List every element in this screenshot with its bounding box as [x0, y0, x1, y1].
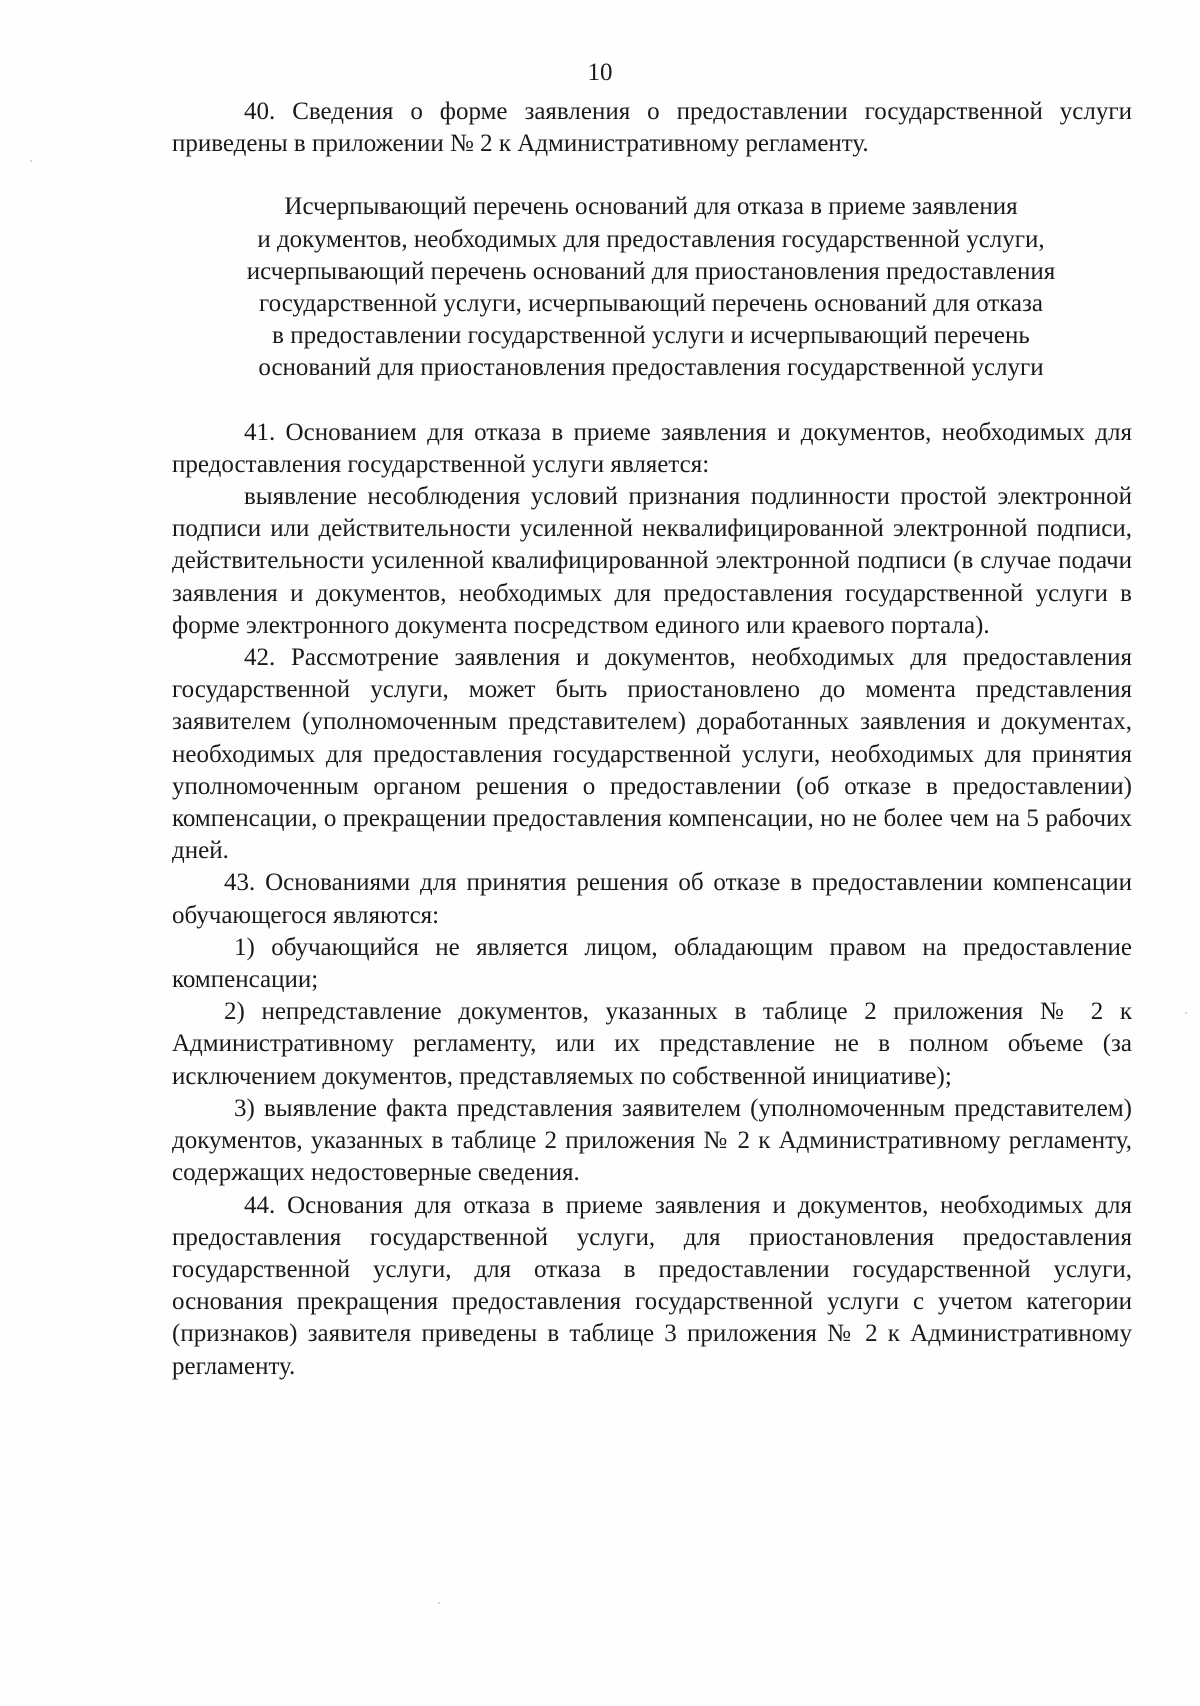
paragraph-41: 41. Основанием для отказа в приеме заявления и документов, необходимых для предоставления государственной услуги является:	[172, 418, 1132, 478]
paragraph-41-item: выявление несоблюдения условий признания подлинности простой электронной подписи или действительности усиленной неквалифицированной электронной подписи, действительности усиленной квалифицированной электронной подписи (в случае подачи заявления и документов, необходимых для предоставления государственной услуги в форме электронного документа посредством единого или краевого портала).	[172, 483, 1132, 639]
scan-speck	[30, 160, 32, 162]
scan-speck	[438, 1602, 440, 1604]
document-body	[172, 96, 1132, 1383]
heading-line: государственной услуги, исчерпывающий перечень оснований для отказа	[258, 290, 1044, 318]
paragraph-43-item-2: 2) непредставление документов, указанных в таблице 2 приложения № 2 к Административному регламенту, или их представление не в полном объеме (за исключением документов, представляемых по собственной инициативе);	[172, 998, 1132, 1090]
section-heading	[172, 191, 1132, 384]
paragraph-43-item-3: 3) выявление факта представления заявителем (уполномоченным представителем) документов, указанных в таблице 2 приложения № 2 к Административному регламенту, содержащих недостоверные сведения.	[172, 1094, 1132, 1187]
paragraph-43: 43. Основаниями для принятия решения об отказе в предоставлении компенсации обучающегося являются:	[172, 869, 1132, 929]
paragraph-44: 44. Основания для отказа в приеме заявления и документов, необходимых для предоставления государственной услуги, для приостановления предоставления государственной услуги, для отказа в предоставлении государственной услуги, основания прекращения предоставления государственной услуги с учетом категории (признаков) заявителя приведены в таблице 3 приложения № 2 к Административному регламенту.	[172, 1191, 1132, 1380]
heading-line: исчерпывающий перечень оснований для приостановления предоставления	[246, 257, 1056, 285]
heading-line: в предоставлении государственной услуги и исчерпывающий перечень	[272, 322, 1030, 350]
paragraph-43-item-1: 1) обучающийся не является лицом, обладающим правом на предоставление компенсации;	[172, 933, 1132, 994]
heading-line: и документов, необходимых для предоставления государственной услуги,	[257, 225, 1045, 253]
heading-line: оснований для приостановления предоставления государственной услуги	[258, 354, 1044, 382]
heading-line: Исчерпывающий перечень оснований для отказа в приеме заявления	[284, 193, 1018, 221]
paragraph-40: 40. Сведения о форме заявления о предоставлении государственной услуги приведены в приложении № 2 к Административному регламенту.	[172, 98, 1132, 158]
paragraph-42: 42. Рассмотрение заявления и документов, необходимых для предоставления государственной услуги, может быть приостановлено до момента представления заявителем (уполномоченным представителем) доработанных заявления и документах, необходимых для предоставления государственной услуги, необходимых для принятия уполномоченным органом решения о предоставлении (об отказе в предоставлении) компенсации, о прекращении предоставления компенсации, но не более чем на 5 рабочих дней.	[172, 644, 1132, 865]
scan-speck	[1185, 1012, 1187, 1014]
page-number: 10	[587, 59, 613, 86]
